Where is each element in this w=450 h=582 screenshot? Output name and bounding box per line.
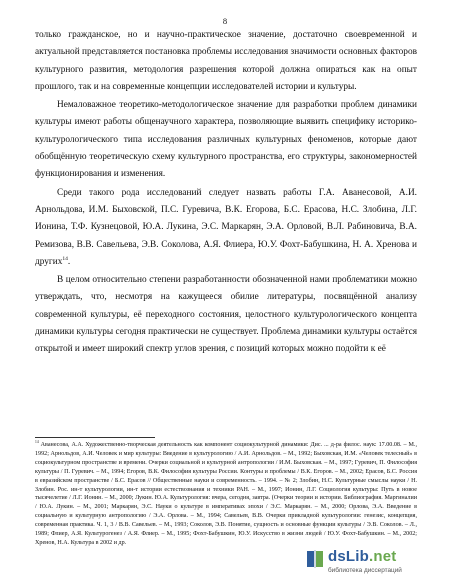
watermark-title-main: dsLib — [328, 548, 369, 565]
footnote-reference[interactable]: 14 — [62, 255, 68, 262]
paragraph-1: только гражданское, но и научно-практическое значение, достаточно своевременной и актуальной представляется постановка проблемы исследования значимости основных факторов культурного развития, методология разрешения которой должна опираться как на опыт прошлого, так и на современные концепции исследователей истории и культуры. — [35, 30, 417, 92]
book-logo-icon — [304, 548, 326, 570]
body-text — [35, 27, 417, 360]
watermark — [304, 548, 444, 578]
footnote-marker: 14 — [35, 439, 39, 444]
watermark-title — [328, 548, 396, 565]
paragraph-3-text: Среди такого рода исследований следует назвать работы Г.А. Аванесовой, А.И. Арнольдова, И.М. Быховской, П.С. Гуревича, В.К. Егорова, Б.С. Ерасова, Н.С. Злобина, Л.Г. Ионина, Т.Ф. Кузнецовой, Ю.А. Лукина, Э.С. Маркарян, Э.А. Орловой, В.Л. Рабиновича, В.А. Ремизова, В.В. Савельева, Э.В. Соколова, А.Я. Флиера, Ю.У. Фохт-Бабушкина, Н. А. Хренова и других — [35, 187, 417, 267]
watermark-title-ext: .net — [369, 548, 397, 565]
footnote — [35, 441, 417, 548]
footnote-separator — [35, 437, 155, 438]
paragraph-2: Немаловажное теоретико-методологическое значение для разработки проблем динамики культуры имеют работы общенаучного характера, позволяющие выявить специфику историко-культурологического типа исследования различных культурных феноменов, которые дают обобщённую теоретическую схему культурного пространства, его структуры, закономерностей функционирования и изменения. — [35, 100, 417, 180]
paragraph-3: Среди такого рода исследований следует назвать работы Г.А. Аванесовой, А.И. Арнольдова, И.М. Быховской, П.С. Гуревича, В.К. Егорова, Б.С. Ерасова, Н.С. Злобина, Л.Г. Ионина, Т.Ф. Кузнецовой, Ю.А. Лукина, Э.С. Маркарян, Э.А. Орловой, В.Л. Рабиновича, В.А. Ремизова, В.В. Савельева, Э.В. Соколова, А.Я. Флиера, Ю.У. Фохт-Бабушкина, Н. А. Хренова и других$^{14}$. — [35, 187, 417, 267]
paragraph-4: В целом относительно степени разработанности обозначенной нами проблематики можно утверждать, что, несмотря на кажущееся обилие литературы, посвящённой анализу современной культуры, её переходного состояния, целостного культурологического концепта динамики культуры сегодня практически не существует. Проблема динамики культуры остаётся открытой и имеет широкий спектр углов зрения, с позиций которых можно подойти к её — [35, 275, 417, 355]
watermark-subtitle: библиотека диссертаций — [328, 567, 402, 574]
page-number: 8 — [222, 16, 228, 26]
footnote-text: Аванесова, А.А. Художественно-творческая деятельность как компонент социокультурной динамики: Дис. ... д-ра филос. наук: 17.00.08. – М., 1992; Арнольдов, А.И. Человек и мир культуры: Введение в культурологию / А.И. Арнольдов. – М., 1992; Быховская, И.М. «Человек телесный» в социокультурном пространстве и времени. Очерки социальной и культурной антропологии / И.М. Быховская. – М., 1997; Гуревич, П. Философия культуры / П. Гуревич. – М., 1994; Егоров, В.К. Философия культуры России. Контуры и проблемы / В.К. Егоров. – М., 2002; Ерасов, Б.С. Россия в евразийском пространстве / Б.С. Ерасов // Общественные науки и современность. – 1994. – № 2; Злобин, Н.С. Культурные смыслы науки / Н. Злобин. Рос. ин-т культурологии, ин-т истории естествознания и техники РАН. – М., 1997; Ионин, Л.Г. Социология культуры: Путь в новое тысячелетие / Л.Г. Ионин. – М., 2000; Лукин. Ю.А. Культурология: вчера, сегодня, завтра. (Очерки теории и истории. Библиография. Маргиналии / Ю.А. Лукин. – М., 2001; Маркарян, Э.С. Науки о культуре в императивах эпохи / Э.С. Маркарян. – М., 2000; Орлова, Э.А. Введение в социальную и культурную антропологию / Э.А. Орлова. – М., 1994; Савельев, В.В. Очерки прикладной культурологии: генезис, концепция, современная практика. Ч. 1, 3 / В.В. Савельев. – М., 1993; Соколов, Э.В. Понятие, сущность и основные функции культуры / Э.В. Соколов. – Л., 1989; Флиер, А.Я. Культурогенез / А.Я. Флиер. – М., 1995; Фохт-Бабушкин, Ю.У. Искусство в жизни людей / Ю.У. Фохт-Бабушкин. – М., 2002; Хренов, Н.А. Культура в 2002 и др. — [35, 442, 417, 546]
